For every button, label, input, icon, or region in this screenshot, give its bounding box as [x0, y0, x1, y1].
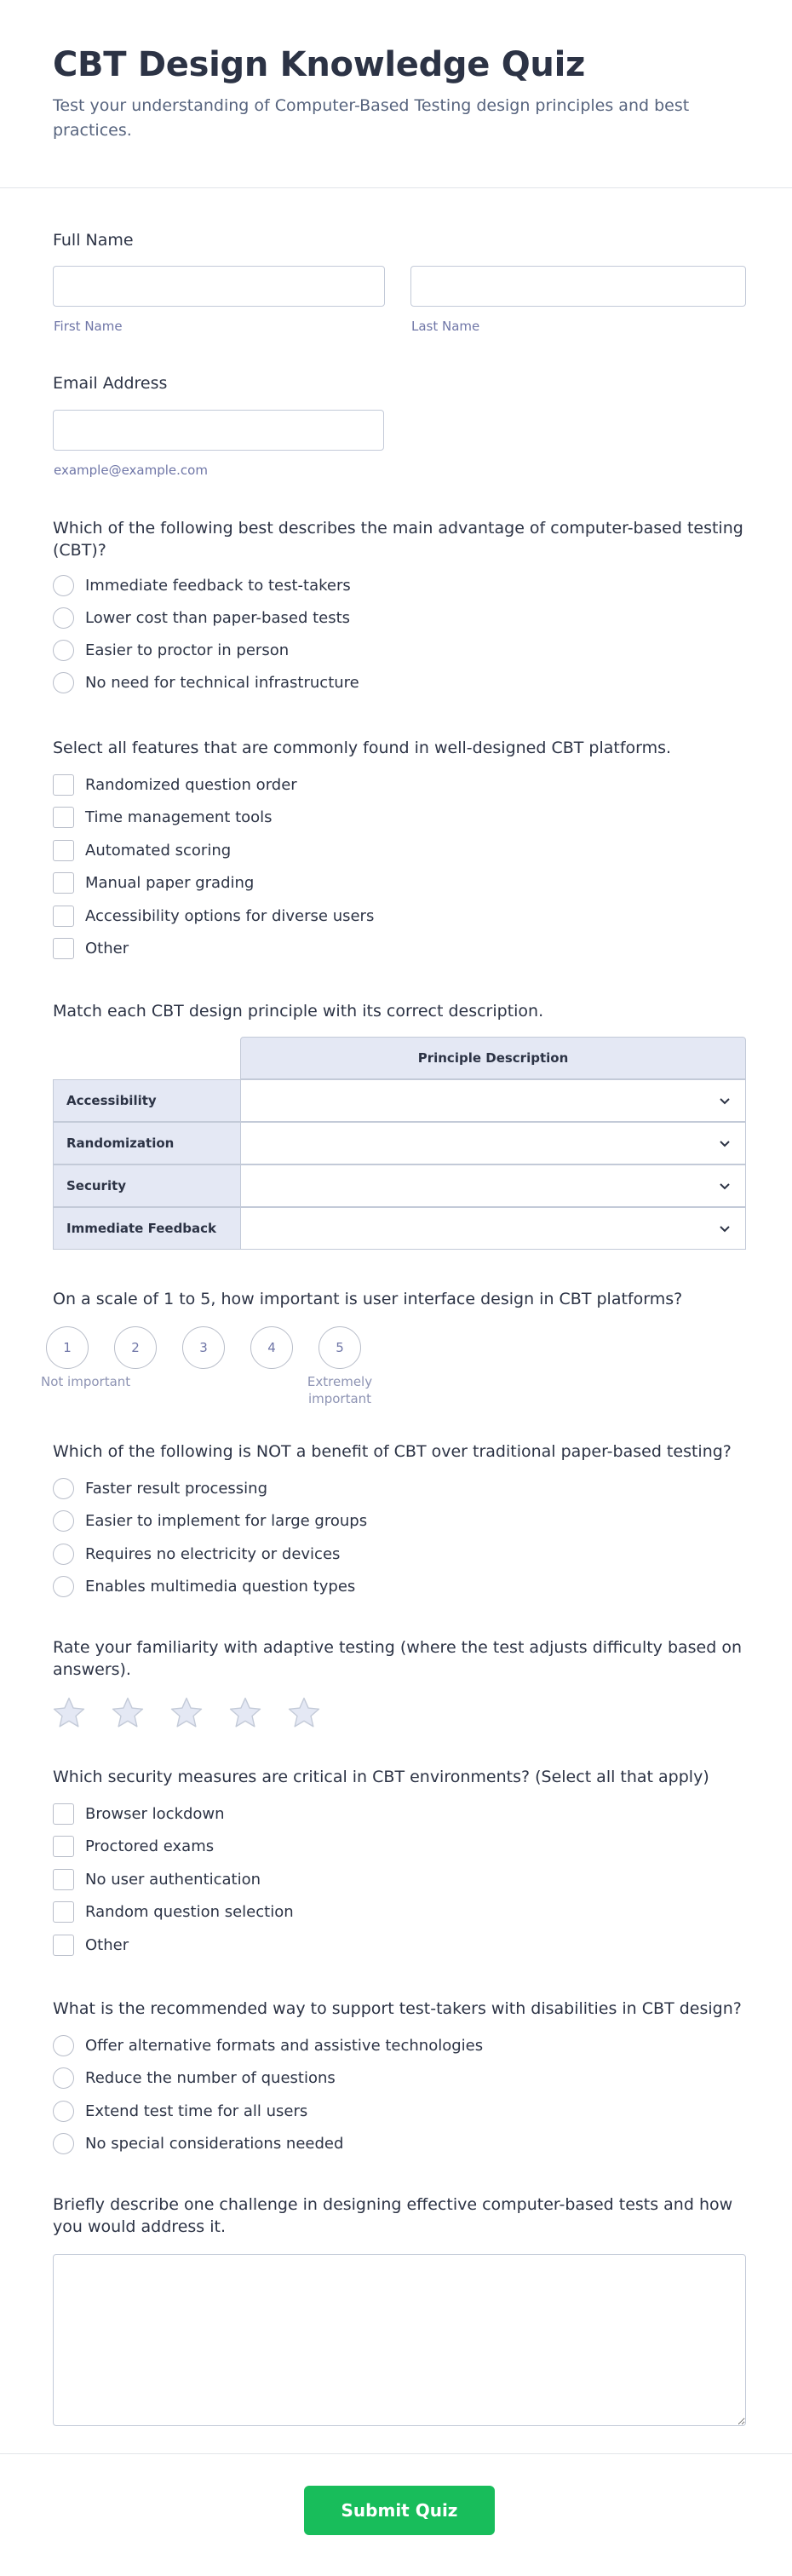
- full-name-label: Full Name: [53, 231, 134, 250]
- question-label: Which of the following best describes the main advantage of computer-based testing (CBT)?: [53, 519, 743, 560]
- checkbox[interactable]: [53, 938, 74, 959]
- question-design-challenge: [53, 2194, 746, 2433]
- checkbox[interactable]: [53, 1803, 74, 1825]
- checkbox-option[interactable]: Time management tools: [53, 806, 273, 828]
- star-icon[interactable]: [110, 1695, 146, 1731]
- question-label: Which of the following is NOT a benefit of CBT over traditional paper-based testing?: [53, 1442, 732, 1461]
- question-cbt-advantage: [53, 518, 746, 705]
- radio-button[interactable]: [53, 2035, 74, 2056]
- star-rating: [51, 1695, 358, 1733]
- matrix-row: [53, 1207, 746, 1250]
- submit-quiz-button[interactable]: Submit Quiz: [304, 2486, 495, 2535]
- radio-option[interactable]: Extend test time for all users: [53, 2100, 307, 2122]
- question-label: What is the recommended way to support test-takers with disabilities in CBT design?: [53, 1999, 742, 2018]
- question-ui-importance: [41, 1289, 746, 1425]
- last-name-input[interactable]: [410, 266, 746, 307]
- radio-button[interactable]: [53, 672, 74, 693]
- star-icon[interactable]: [227, 1695, 263, 1731]
- checkbox-option[interactable]: Automated scoring: [53, 839, 231, 861]
- question-cbt-features: [53, 738, 746, 959]
- form-subtitle: Test your understanding of Computer-Based Testing design principles and best practices.: [53, 96, 690, 141]
- checkbox[interactable]: [53, 807, 74, 828]
- chevron-down-icon: [718, 1222, 732, 1235]
- scale-max-caption: Extremely important: [307, 1374, 373, 1406]
- matrix-row-label: Randomization: [53, 1122, 240, 1164]
- radio-button[interactable]: [53, 1576, 74, 1597]
- checkbox[interactable]: [53, 1869, 74, 1890]
- radio-button[interactable]: [53, 2133, 74, 2154]
- email-field: [53, 373, 746, 484]
- matrix-row-label: Immediate Feedback: [53, 1207, 240, 1250]
- star-icon[interactable]: [286, 1695, 322, 1731]
- question-label: Which security measures are critical in CBT environments? (Select all that apply): [53, 1768, 709, 1786]
- checkbox[interactable]: [53, 1935, 74, 1956]
- radio-button[interactable]: [53, 1478, 74, 1499]
- question-principle-matching: [53, 1001, 746, 1256]
- matrix-dropdown[interactable]: [240, 1207, 746, 1250]
- scale-option-3[interactable]: 3: [182, 1326, 225, 1369]
- radio-button[interactable]: [53, 1510, 74, 1532]
- radio-option[interactable]: Offer alternative formats and assistive technologies: [53, 2034, 483, 2056]
- radio-button[interactable]: [53, 640, 74, 661]
- checkbox-option[interactable]: No user authentication: [53, 1868, 261, 1890]
- form-title: CBT Design Knowledge Quiz: [53, 45, 585, 84]
- scale-option-4[interactable]: 4: [250, 1326, 293, 1369]
- radio-option[interactable]: Easier to proctor in person: [53, 639, 289, 661]
- matrix-dropdown[interactable]: [240, 1079, 746, 1122]
- full-name-field: [53, 230, 746, 341]
- email-label: Email Address: [53, 374, 168, 393]
- checkbox-option[interactable]: Other: [53, 1934, 129, 1956]
- scale-option-1[interactable]: 1: [46, 1326, 89, 1369]
- matrix-dropdown[interactable]: [240, 1122, 746, 1164]
- checkbox[interactable]: [53, 840, 74, 861]
- chevron-down-icon: [718, 1179, 732, 1193]
- checkbox-option[interactable]: Other: [53, 937, 129, 959]
- first-name-caption: First Name: [54, 319, 123, 334]
- question-not-benefit: [53, 1441, 746, 1603]
- question-label: Match each CBT design principle with its correct description.: [53, 1002, 544, 1021]
- chevron-down-icon: [718, 1094, 732, 1107]
- radio-option[interactable]: Reduce the number of questions: [53, 2067, 336, 2089]
- question-label: Briefly describe one challenge in designing effective computer-based tests and how you would address it.: [53, 2195, 733, 2236]
- checkbox-option[interactable]: Proctored exams: [53, 1835, 214, 1857]
- scale-option-2[interactable]: 2: [114, 1326, 157, 1369]
- chevron-down-icon: [718, 1136, 732, 1150]
- question-security-measures: [53, 1767, 746, 1963]
- radio-option[interactable]: Easier to implement for large groups: [53, 1509, 367, 1532]
- challenge-textarea[interactable]: [53, 2254, 746, 2426]
- checkbox-option[interactable]: Manual paper grading: [53, 871, 254, 894]
- star-icon[interactable]: [169, 1695, 204, 1731]
- checkbox[interactable]: [53, 906, 74, 927]
- footer-divider: [0, 2453, 792, 2454]
- checkbox-option[interactable]: Random question selection: [53, 1900, 294, 1923]
- checkbox-option[interactable]: Randomized question order: [53, 773, 297, 796]
- first-name-input[interactable]: [53, 266, 385, 307]
- checkbox[interactable]: [53, 774, 74, 796]
- matrix-row: [53, 1122, 746, 1164]
- question-adaptive-familiarity: [53, 1637, 746, 1739]
- radio-button[interactable]: [53, 607, 74, 629]
- matrix-row: [53, 1164, 746, 1207]
- checkbox-option[interactable]: Accessibility options for diverse users: [53, 905, 374, 927]
- radio-button[interactable]: [53, 575, 74, 596]
- question-label: Rate your familiarity with adaptive testing (where the test adjusts difficulty based on answers).: [53, 1638, 743, 1679]
- checkbox[interactable]: [53, 1901, 74, 1923]
- radio-option[interactable]: Lower cost than paper-based tests: [53, 607, 350, 629]
- scale-option-5[interactable]: 5: [319, 1326, 361, 1369]
- radio-option[interactable]: No need for technical infrastructure: [53, 671, 359, 693]
- radio-option[interactable]: Immediate feedback to test-takers: [53, 574, 351, 596]
- radio-option[interactable]: No special considerations needed: [53, 2132, 343, 2154]
- matrix-row-label: Accessibility: [53, 1079, 240, 1122]
- radio-option[interactable]: Requires no electricity or devices: [53, 1543, 340, 1565]
- matrix-row-label: Security: [53, 1164, 240, 1207]
- matrix-row: [53, 1079, 746, 1122]
- question-label: Select all features that are commonly found in well-designed CBT platforms.: [53, 739, 672, 757]
- email-caption: example@example.com: [54, 463, 208, 478]
- radio-button[interactable]: [53, 2067, 74, 2089]
- checkbox[interactable]: [53, 1836, 74, 1857]
- checkbox[interactable]: [53, 872, 74, 894]
- matrix-dropdown[interactable]: [240, 1164, 746, 1207]
- radio-button[interactable]: [53, 1544, 74, 1565]
- scale-min-caption: Not important: [41, 1374, 131, 1389]
- last-name-caption: Last Name: [411, 319, 480, 334]
- question-disability-support: [53, 1998, 746, 2169]
- form-header: [0, 0, 792, 188]
- email-input[interactable]: [53, 410, 384, 451]
- checkbox-option[interactable]: Browser lockdown: [53, 1803, 225, 1825]
- radio-option[interactable]: Enables multimedia question types: [53, 1575, 355, 1597]
- radio-option[interactable]: Faster result processing: [53, 1477, 267, 1499]
- question-label: On a scale of 1 to 5, how important is user interface design in CBT platforms?: [53, 1290, 683, 1308]
- matrix-column-header: Principle Description: [240, 1037, 746, 1079]
- radio-button[interactable]: [53, 2101, 74, 2122]
- star-icon[interactable]: [51, 1695, 87, 1731]
- scale-rating: [41, 1326, 404, 1420]
